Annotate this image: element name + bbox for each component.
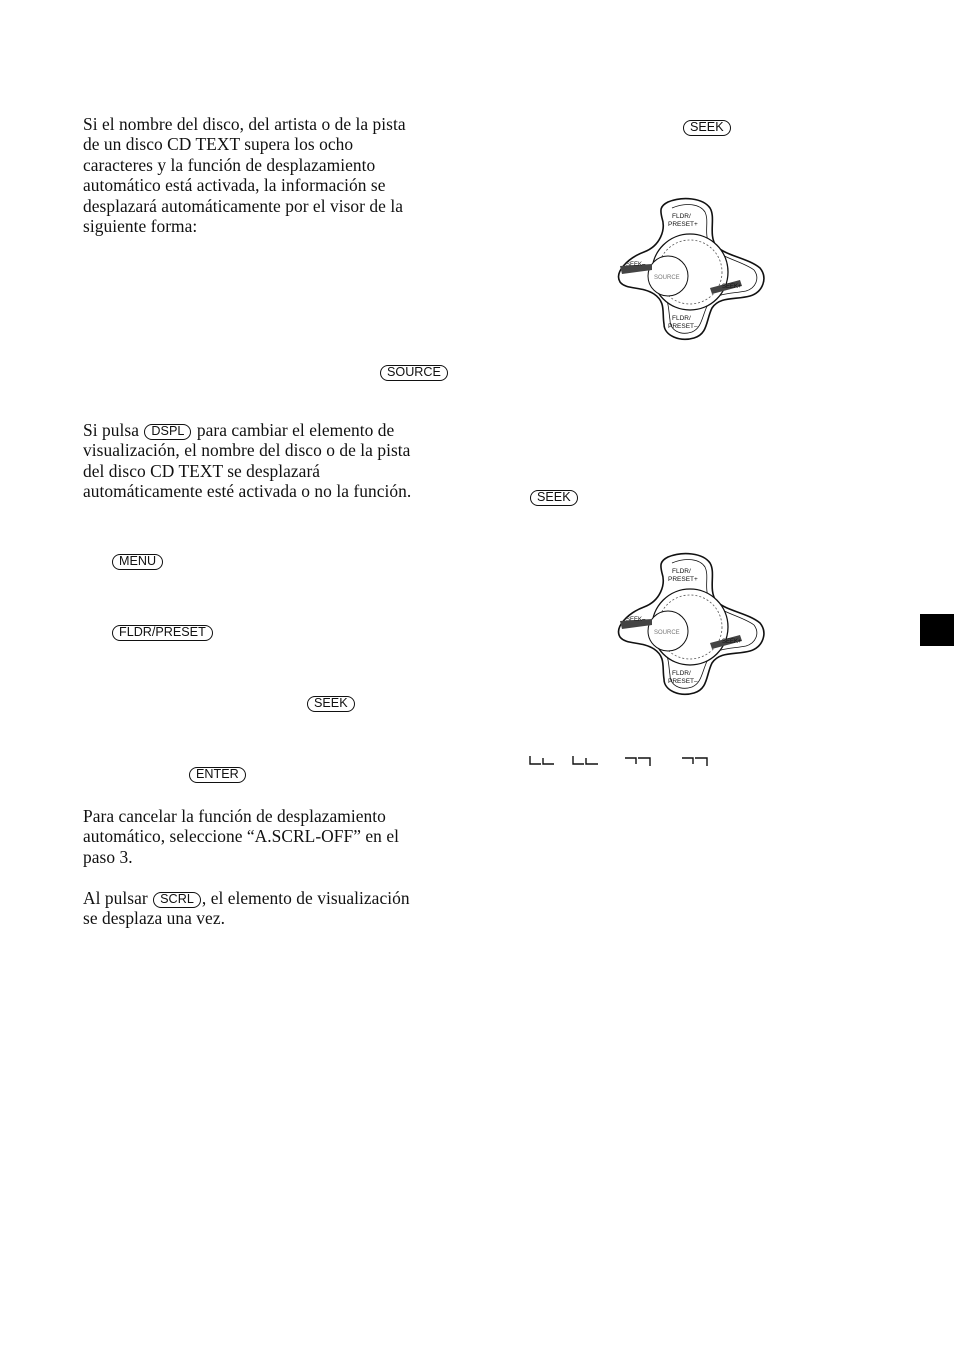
para-line: caracteres y la función de desplazamiento	[83, 154, 376, 175]
para-line: Si el nombre del disco, del artista o de la pista	[83, 114, 406, 134]
fldr-minus-label: FLDR/	[672, 315, 691, 322]
preset-plus-label: PRESET+	[668, 221, 698, 228]
source-button: SOURCE	[380, 365, 448, 381]
source-knob-label: SOURCE	[654, 630, 680, 636]
dspl-button: DSPL	[144, 424, 191, 440]
source-knob-label: SOURCE	[654, 275, 680, 281]
scrl-button: SCRL	[153, 892, 201, 908]
para-line: del disco CD TEXT se desplazará	[83, 460, 321, 481]
seek-minus-label: SEEK–	[626, 262, 646, 268]
para-text: , el elemento de visualización	[201, 888, 410, 908]
seek-minus-label: SEEK–	[626, 617, 646, 623]
seek-plus-label: SEEK+	[722, 639, 742, 645]
para-line: siguiente forma:	[83, 216, 198, 237]
seek-button-top: SEEK	[683, 120, 731, 136]
seek-plus-label: SEEK+	[722, 284, 742, 290]
para-text: para cambiar el elemento de	[196, 420, 395, 440]
preset-minus-label: PRESET–	[668, 678, 698, 685]
para-line: Para cancelar la función de desplazamiento	[83, 806, 386, 826]
para-line: de un disco CD TEXT supera los ocho	[83, 134, 354, 155]
para-line: visualización, el nombre del disco o de la pista	[83, 440, 411, 461]
enter-button: ENTER	[189, 767, 246, 783]
segment-display-glyphs	[528, 754, 718, 768]
control-dial-illustration	[598, 196, 768, 342]
fldr-minus-label: FLDR/	[672, 670, 691, 677]
fldr-preset-button: FLDR/PRESET	[112, 625, 213, 641]
menu-button: MENU	[112, 554, 163, 570]
fldr-plus-label: FLDR/	[672, 213, 691, 220]
cancel-paragraph	[83, 806, 473, 867]
para-line: paso 3.	[83, 846, 133, 867]
seek-button: SEEK	[307, 696, 355, 712]
para-line: se desplaza una vez.	[83, 908, 225, 929]
cd-text-scroll-paragraph	[83, 114, 473, 236]
para-line: automático, seleccione “A.SCRL-OFF” en el	[83, 826, 399, 847]
para-text: Si pulsa	[83, 420, 139, 440]
section-tab-marker	[920, 614, 954, 646]
para-line: desplazará automáticamente por el visor de la	[83, 195, 403, 216]
preset-plus-label: PRESET+	[668, 576, 698, 583]
seek-button-mid: SEEK	[530, 490, 578, 506]
para-line	[83, 420, 473, 440]
para-line	[83, 888, 473, 908]
preset-minus-label: PRESET–	[668, 323, 698, 330]
fldr-plus-label: FLDR/	[672, 568, 691, 575]
para-line: automático está activada, la información se	[83, 175, 386, 196]
dspl-paragraph	[83, 420, 473, 502]
para-text: Al pulsar	[83, 888, 148, 908]
para-line: automáticamente esté activada o no la función.	[83, 481, 412, 502]
control-dial-illustration-2	[598, 551, 768, 697]
scrl-paragraph	[83, 888, 473, 929]
